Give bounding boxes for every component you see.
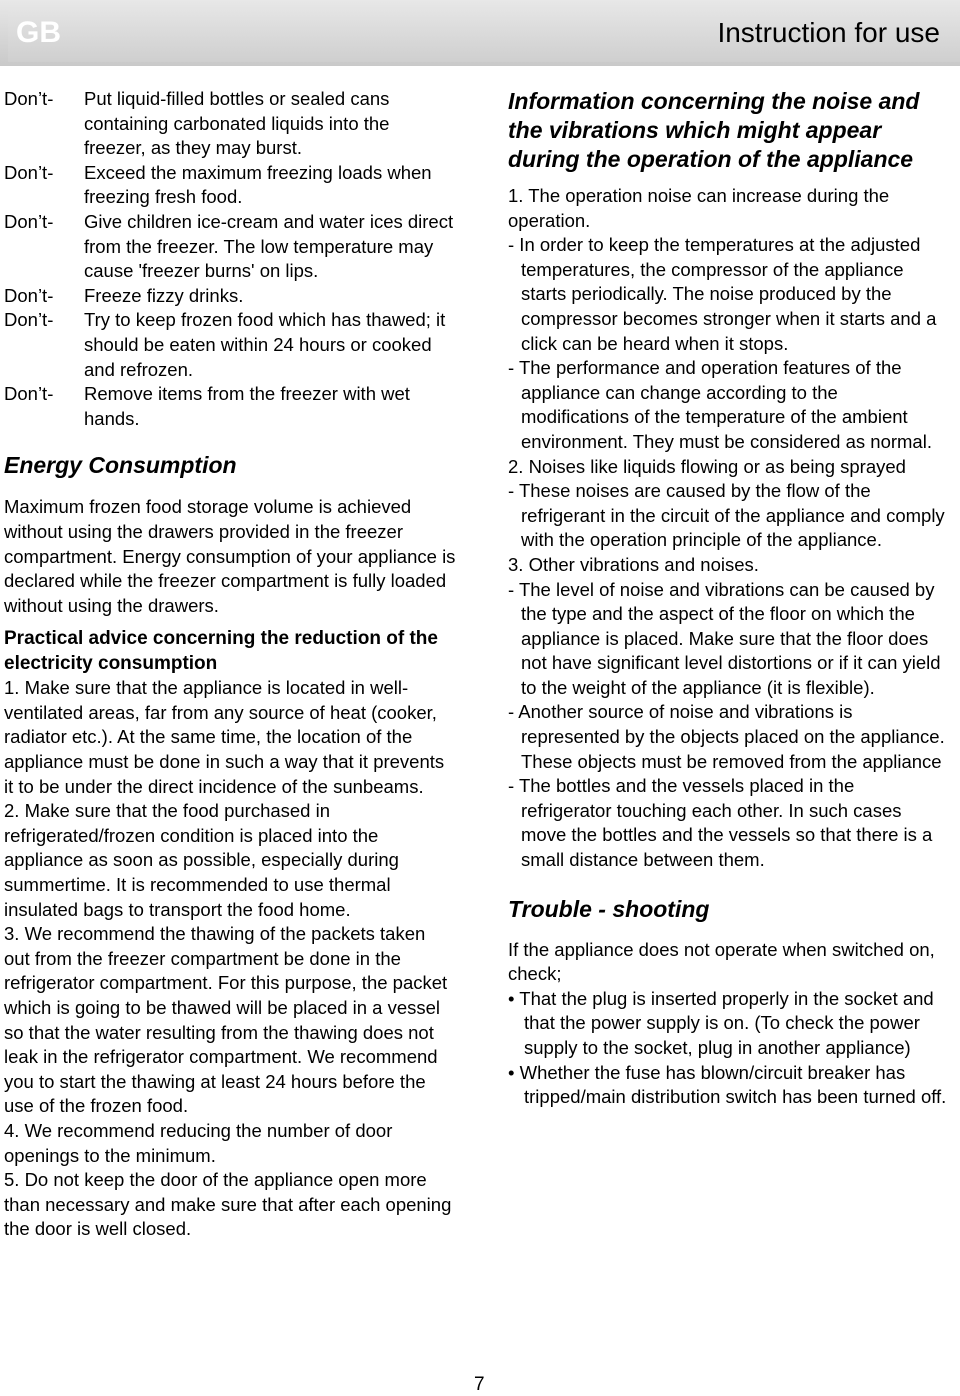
dont-label: Don’t- (4, 309, 54, 331)
dont-item (4, 284, 456, 309)
practical-item: 3. We recommend the thawing of the packets taken out from the freezer compartment be done in the refrigerator compartment. For this purpose, the packet which is going to be thawed will be placed in a vessel so that the water resulting from the thawing does not leak in the refrigerator compartment. We recommend you to start the thawing at least 24 hours before the use of the frozen food. (4, 923, 448, 1117)
dont-item (4, 87, 456, 161)
noise-subitem: - The bottles and the vessels placed in the refrigerator touching each other. In such cases move the bottles and the vessels so that there is a small distance between them. (508, 775, 933, 871)
practical-item: 2. Make sure that the food purchased in refrigerated/frozen condition is placed into the appliance as soon as possible, especially during summertime. It is recommended to use thermal insulated bags to transport the food home. (4, 800, 399, 920)
trouble-item: • Whether the fuse has blown/circuit breaker has tripped/main distribution switch has been turned off. (508, 1061, 947, 1108)
dont-label: Don’t- (4, 383, 54, 405)
noise-point: 1. The operation noise can increase during the operation. (508, 185, 890, 231)
dont-text: Put liquid-filled bottles or sealed cans containing carbonated liquids into the freezer, as they may burst. (84, 88, 390, 159)
noise-subitem: - These noises are caused by the flow of the refrigerant in the circuit of the appliance and comply with the operation principle of the appliance. (508, 480, 945, 551)
dont-item (4, 382, 456, 431)
practical-item: 1. Make sure that the appliance is located in well-ventilated areas, far from any source of heat (cooker, radiator etc.). At the same time, the location of the appliance must be done in such a way that it prevents it to be under the direct incidence of the sunbeams. (4, 677, 445, 797)
dont-item (4, 210, 456, 284)
noise-point: 3. Other vibrations and noises. (508, 553, 759, 575)
practical-item: 5. Do not keep the door of the appliance open more than necessary and make sure that after each opening the door is well closed. (4, 1169, 452, 1240)
dont-text: Freeze fizzy drinks. (84, 284, 244, 306)
noise-subitem: - Another source of noise and vibrations is represented by the objects placed on the appliance. These objects must be removed from the appliance (508, 701, 945, 772)
donts-list (4, 87, 456, 431)
trouble-intro: If the appliance does not operate when switched on, check; (508, 938, 935, 985)
page-title: Instruction for use (717, 17, 940, 48)
energy-body: Maximum frozen food storage volume is achieved without using the drawers provided in the freezer compartment. Energy consumption of your appliance is declared while the freezer compartment is fully loaded without using the drawers. (4, 496, 456, 616)
dont-item (4, 308, 456, 382)
dont-item (4, 161, 456, 210)
dont-label: Don’t- (4, 284, 54, 306)
noise-heading: Information concerning the noise and the vibrations which might appear during the operation of the appliance (508, 88, 920, 172)
trouble-heading: Trouble - shooting (508, 895, 710, 922)
header-bar (0, 0, 960, 66)
practical-heading: Practical advice concerning the reduction of the electricity consumption (4, 628, 438, 675)
dont-label: Don’t- (4, 88, 54, 109)
dont-text: Remove items from the freezer with wet hands. (84, 383, 410, 429)
noise-subitem: - In order to keep the temperatures at the adjusted temperatures, the compressor of the appliance starts periodically. The noise produced by the compressor becomes stronger when it starts and a click can be heard when it stops. (508, 234, 937, 354)
dont-text: Exceed the maximum freezing loads when freezing fresh food. (84, 161, 432, 208)
noise-point: 2. Noises like liquids flowing or as being sprayed (508, 455, 906, 477)
dont-text: Give children ice-cream and water ices direct from the freezer. The low temperature may cause 'freezer burns' on lips. (84, 210, 454, 282)
energy-heading: Energy Consumption (4, 452, 237, 479)
noise-subitem: - The performance and operation features of the appliance can change according to the modifications of the temperature of the ambient environment. They must be considered as normal. (508, 357, 932, 452)
right-column (508, 87, 948, 1110)
practical-item: 4. We recommend reducing the number of door openings to the minimum. (4, 1119, 393, 1166)
left-column (4, 87, 456, 1242)
noise-subitem: - The level of noise and vibrations can be caused by the type and the aspect of the floor on which the appliance is placed. Make sure that the floor does not have significant level distortions or if it can yield to the weight of the appliance (it is flexible). (508, 578, 941, 698)
page-number: 7 (474, 1374, 485, 1395)
language-code: GB (16, 16, 61, 49)
trouble-item: • That the plug is inserted properly in the socket and that the power supply is on. (To check the power supply to the socket, plug in another appliance) (508, 987, 934, 1058)
dont-text: Try to keep frozen food which has thawed; it should be eaten within 24 hours or cooked and refrozen. (84, 309, 446, 380)
dont-label: Don’t- (4, 161, 54, 183)
dont-label: Don’t- (4, 210, 54, 232)
